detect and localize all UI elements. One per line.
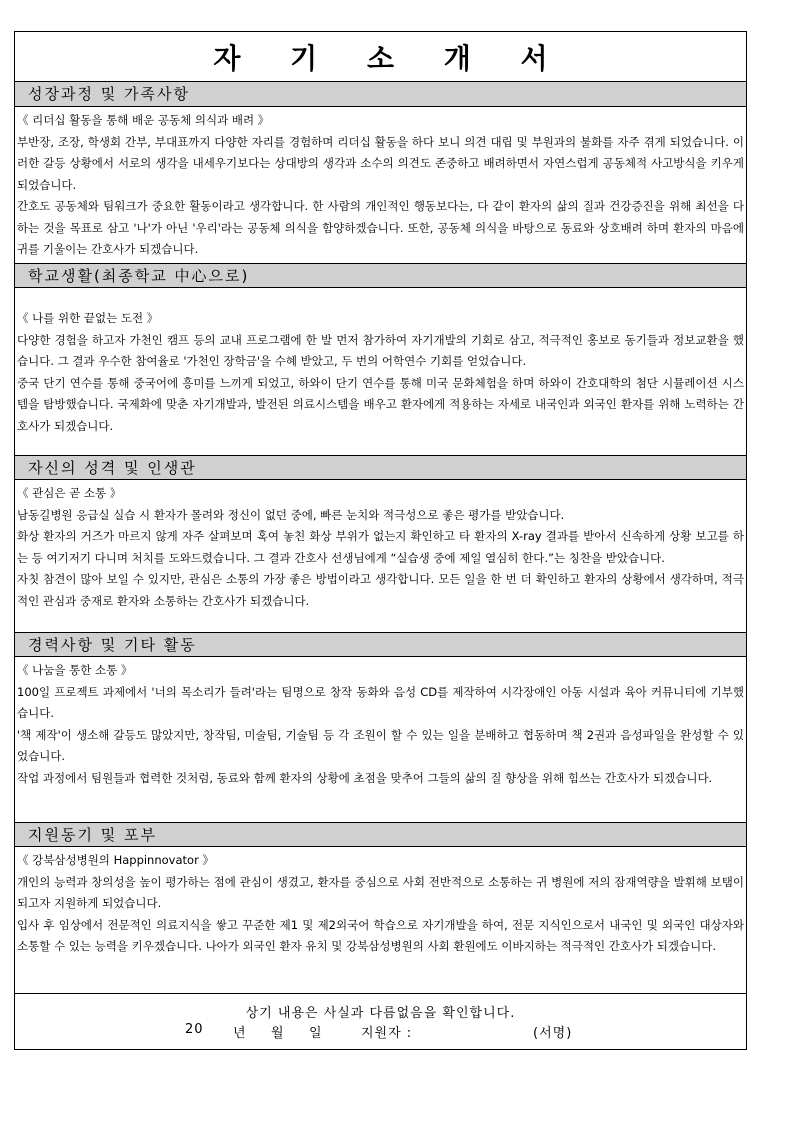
section-subtitle: 《 관심은 곧 소통 》 <box>17 486 122 500</box>
section-body-school <box>15 288 746 455</box>
confirmation-statement: 상기 내용은 사실과 다름없음을 확인합니다. <box>245 1006 516 1021</box>
section-body-motivation <box>15 847 746 989</box>
year-label: 년 <box>233 1026 247 1041</box>
section-heading-growth: 성장과정 및 가족사항 <box>15 82 746 107</box>
section-heading-personality: 자신의 성격 및 인생관 <box>15 455 746 480</box>
section-heading-motivation: 지원동기 및 포부 <box>15 822 746 847</box>
paragraph: 화상 환자의 거즈가 마르지 않게 자주 살펴보며 혹여 놓친 화상 부위가 없는지 확인하고 타 환자의 X-ray 결과를 받아서 신속하게 상황 보고를 하는 등 여기저기 다니며 처치를 도와드렸습니다. 그 결과 간호사 선생님에게 “실습생 중에 제일 열심히 한다.”는 칭찬을 받았습니다. <box>17 529 744 565</box>
document-title: 자 기 소 개 서 <box>15 32 746 82</box>
applicant-label: 지원자 : <box>361 1026 413 1041</box>
paragraph: 입사 후 임상에서 전문적인 의료지식을 쌓고 꾸준한 제1 및 제2외국어 학습으로 자기개발을 하여, 전문 지식인으로서 내국인 및 외국인 대상자와 소통할 수 있는 능력을 키우겠습니다. 나아가 외국인 환자 유치 및 강북삼성병원의 사회 환원에도 이바지하는 적극적인 간호사가 되겠습니다. <box>17 917 744 953</box>
section-subtitle: 《 나눔을 통한 소통 》 <box>17 663 133 677</box>
section-heading-career: 경력사항 및 기타 활동 <box>15 632 746 657</box>
paragraph: '책 제작'이 생소해 갈등도 많았지만, 창작팀, 미술팀, 기술팀 등 각 조원이 할 수 있는 일을 분배하고 협동하며 책 2권과 음성파일을 완성할 수 있었습니다. <box>17 727 744 763</box>
section-subtitle: 《 강북삼성병원의 Happinnovator 》 <box>17 853 214 867</box>
day-label: 일 <box>309 1026 323 1041</box>
paragraph: 다양한 경험을 하고자 가천인 캠프 등의 교내 프로그램에 한 발 먼저 참가하여 자기개발의 기회로 삼고, 적극적인 홍보로 동기들과 정보교환을 했습니다. 그 결과 우수한 참여율로 '가천인 장학금'을 수혜 받았고, 두 번의 어학연수 기회를 얻었습니다. <box>17 332 744 368</box>
paragraph: 중국 단기 연수를 통해 중국어에 흥미를 느끼게 되었고, 하와이 단기 연수를 통해 미국 문화체험을 하며 하와이 간호대학의 첨단 시뮬레이션 시스템을 탐방했습니다. 국제화에 맞춘 자기개발과, 발전된 의료시스템을 배우고 환자에게 적용하는 자세로 내국인과 외국인 환자를 위해 노력하는 간호사가 되겠습니다. <box>17 375 744 433</box>
resume-form <box>14 31 747 1050</box>
section-heading-school: 학교생활(최종학교 中心으로) <box>15 263 746 288</box>
paragraph: 부반장, 조장, 학생회 간부, 부대표까지 다양한 자리를 경험하며 리더십 활동을 하다 보니 의견 대립 및 부원과의 불화를 자주 겪게 되었습니다. 이러한 갈등 상황에서 서로의 생각을 내세우기보다는 상대방의 생각과 소수의 의견도 존중하고 배려하면서 자연스럽게 공동체적 사고방식을 키우게 되었습니다. <box>17 134 744 192</box>
paragraph: 100일 프로젝트 과제에서 '너의 목소리가 들려'라는 팀명으로 창작 동화와 음성 CD를 제작하여 시각장애인 아동 시설과 육아 커뮤니티에 기부했습니다. <box>17 684 744 720</box>
section-body-career <box>15 657 746 822</box>
month-label: 월 <box>271 1026 285 1041</box>
year-prefix: 20 <box>185 1022 204 1037</box>
section-subtitle: 《 나를 위한 끝없는 도전 》 <box>17 311 159 325</box>
paragraph: 개인의 능력과 창의성을 높이 평가하는 점에 관심이 생겼고, 환자를 중심으로 사회 전반적으로 소통하는 귀 병원에 저의 잠재역량을 발휘해 보탬이 되고자 지원하게 되었습니다. <box>17 874 744 910</box>
section-body-growth <box>15 107 746 263</box>
section-body-personality <box>15 480 746 632</box>
section-subtitle: 《 리더십 활동을 통해 배운 공동체 의식과 배려 》 <box>17 113 270 127</box>
paragraph: 남동길병원 응급실 실습 시 환자가 몰려와 정신이 없던 중에, 빠른 눈치와 적극성으로 좋은 평가를 받았습니다. <box>17 507 565 522</box>
signature-footer <box>15 993 746 1049</box>
paragraph: 간호도 공동체와 팀워크가 중요한 활동이라고 생각합니다. 한 사람의 개인적인 행동보다는, 다 같이 환자의 삶의 질과 건강증진을 위해 최선을 다하는 것을 목표로 삼고 '나'가 아닌 '우리'라는 공동체 의식을 함양하겠습니다. 또한, 공동체 의식을 바탕으로 동료와 상호배려 하며 환자의 마음에 귀를 기울이는 간호사가 되겠습니다. <box>17 199 744 256</box>
paragraph: 작업 과정에서 팀원들과 협력한 것처럼, 동료와 함께 환자의 상황에 초점을 맞추어 그들의 삶의 질 향상을 위해 힘쓰는 간호사가 되겠습니다. <box>17 770 713 785</box>
paragraph: 자칫 참견이 많아 보일 수 있지만, 관심은 소통의 가장 좋은 방법이라고 생각합니다. 모든 일을 한 번 더 확인하고 환자의 상황에서 생각하며, 적극적인 관심과 중재로 환자와 소통하는 간호사가 되겠습니다. <box>17 572 744 608</box>
signature-label: (서명) <box>533 1026 573 1041</box>
